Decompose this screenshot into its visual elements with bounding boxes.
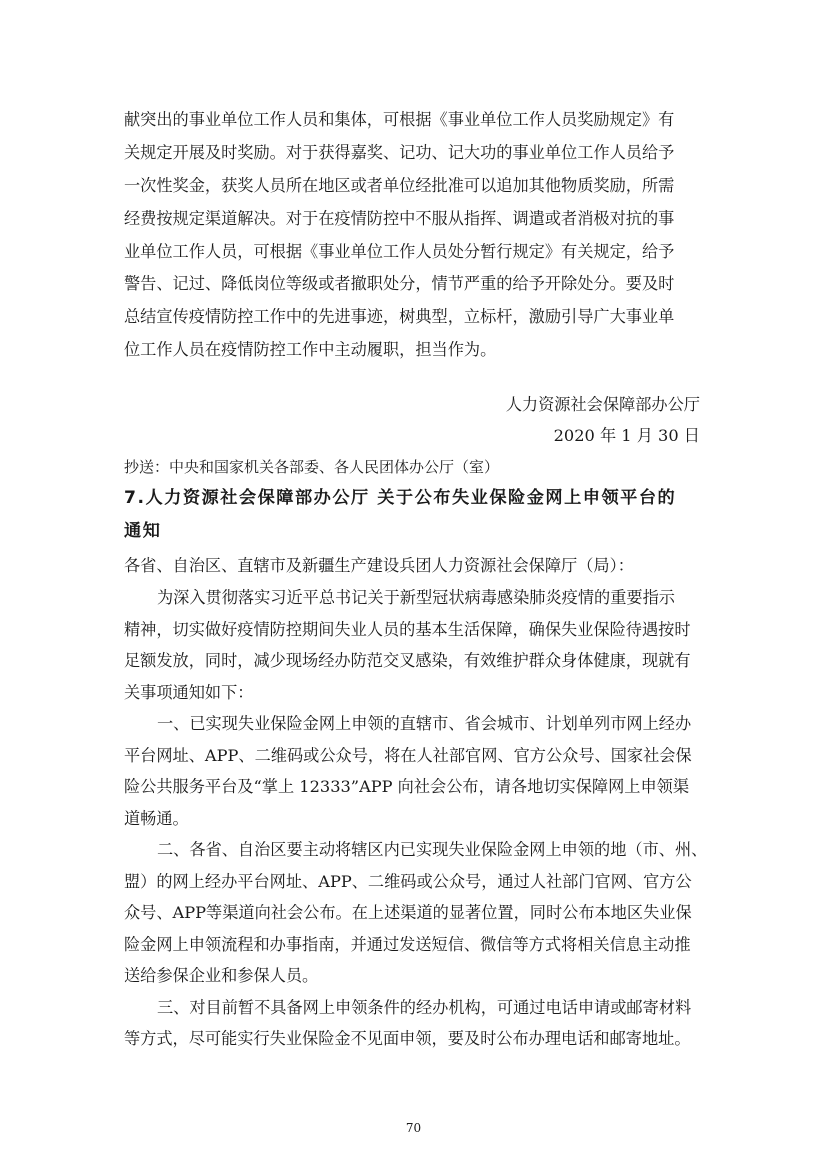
body-text-line: 总结宣传疫情防控工作中的先进事迹，树典型，立标杆，激励引导广大事业单 xyxy=(124,307,675,326)
section-title-continued: 通知 xyxy=(124,521,162,541)
paragraph-first-line: 三、对目前暂不具备网上申领条件的经办机构，可通过电话申请或邮寄材料 xyxy=(157,998,692,1017)
body-text-line: 关规定开展及时奖励。对于获得嘉奖、记功、记大功的事业单位工作人员给予 xyxy=(124,143,675,162)
body-text-line: 一次性奖金，获奖人员所在地区或者单位经批准可以追加其他物质奖励，所需 xyxy=(124,176,675,195)
body-text-line: 位工作人员在疫情防控工作中主动履职，担当作为。 xyxy=(124,340,497,359)
body-text-line: 盟）的网上经办平台网址、APP、二维码或公众号，通过人社部门官网、官方公 xyxy=(124,872,692,891)
signature-date: 2020 年 1 月 30 日 xyxy=(553,426,700,445)
body-text-line: 警告、记过、降低岗位等级或者撤职处分，情节严重的给予开除处分。要及时 xyxy=(124,274,675,293)
body-text-line: 关事项通知如下： xyxy=(124,683,254,702)
body-text-line: 众号、APP等渠道向社会公布。在上述渠道的显著位置，同时公布本地区失业保 xyxy=(124,903,692,922)
body-text-line: 足额发放，同时，减少现场经办防范交叉感染，有效维护群众身体健康，现就有 xyxy=(124,651,691,670)
cc-line: 抄送：中央和国家机关各部委、各人民团体办公厅（室） xyxy=(124,458,500,476)
body-text-line: 平台网址、APP、二维码或公众号，将在人社部官网、官方公众号、国家社会保 xyxy=(124,746,692,765)
body-text-line: 献突出的事业单位工作人员和集体，可根据《事业单位工作人员奖励规定》有 xyxy=(124,110,675,129)
paragraph-first-line: 二、各省、自治区要主动将辖区内已实现失业保险金网上申领的地（市、州、 xyxy=(157,840,708,859)
paragraph-first-line: 一、已实现失业保险金网上申领的直辖市、省会城市、计划单列市网上经办 xyxy=(157,714,692,733)
page-number: 70 xyxy=(405,1121,422,1135)
body-text-line: 险金网上申领流程和办事指南，并通过发送短信、微信等方式将相关信息主动推 xyxy=(124,935,691,954)
section-title: 7.人力资源社会保障部办公厅 关于公布失业保险金网上申领平台的 xyxy=(124,488,677,508)
signature-org: 人力资源社会保障部办公厅 xyxy=(505,395,700,414)
body-text-line: 精神，切实做好疫情防控期间失业人员的基本生活保障，确保失业保险待遇按时 xyxy=(124,620,691,639)
addressee: 各省、自治区、直辖市及新疆生产建设兵团人力资源社会保障厅（局）： xyxy=(124,556,634,575)
paragraph-first-line: 为深入贯彻落实习近平总书记关于新型冠状病毒感染肺炎疫情的重要指示 xyxy=(157,588,675,607)
body-text-line: 送给参保企业和参保人员。 xyxy=(124,966,319,985)
body-text-line: 等方式，尽可能实行失业保险金不见面申领，要及时公布办理电话和邮寄地址。 xyxy=(124,1029,691,1048)
body-text-line: 业单位工作人员，可根据《事业单位工作人员处分暂行规定》有关规定，给予 xyxy=(124,242,675,261)
body-text-line: 经费按规定渠道解决。对于在疫情防控中不服从指挥、调遣或者消极对抗的事 xyxy=(124,209,675,228)
body-text-line: 险公共服务平台及“掌上 12333”APP 向社会公布，请各地切实保障网上申领渠 xyxy=(124,777,690,796)
body-text-line: 道畅通。 xyxy=(124,809,189,828)
